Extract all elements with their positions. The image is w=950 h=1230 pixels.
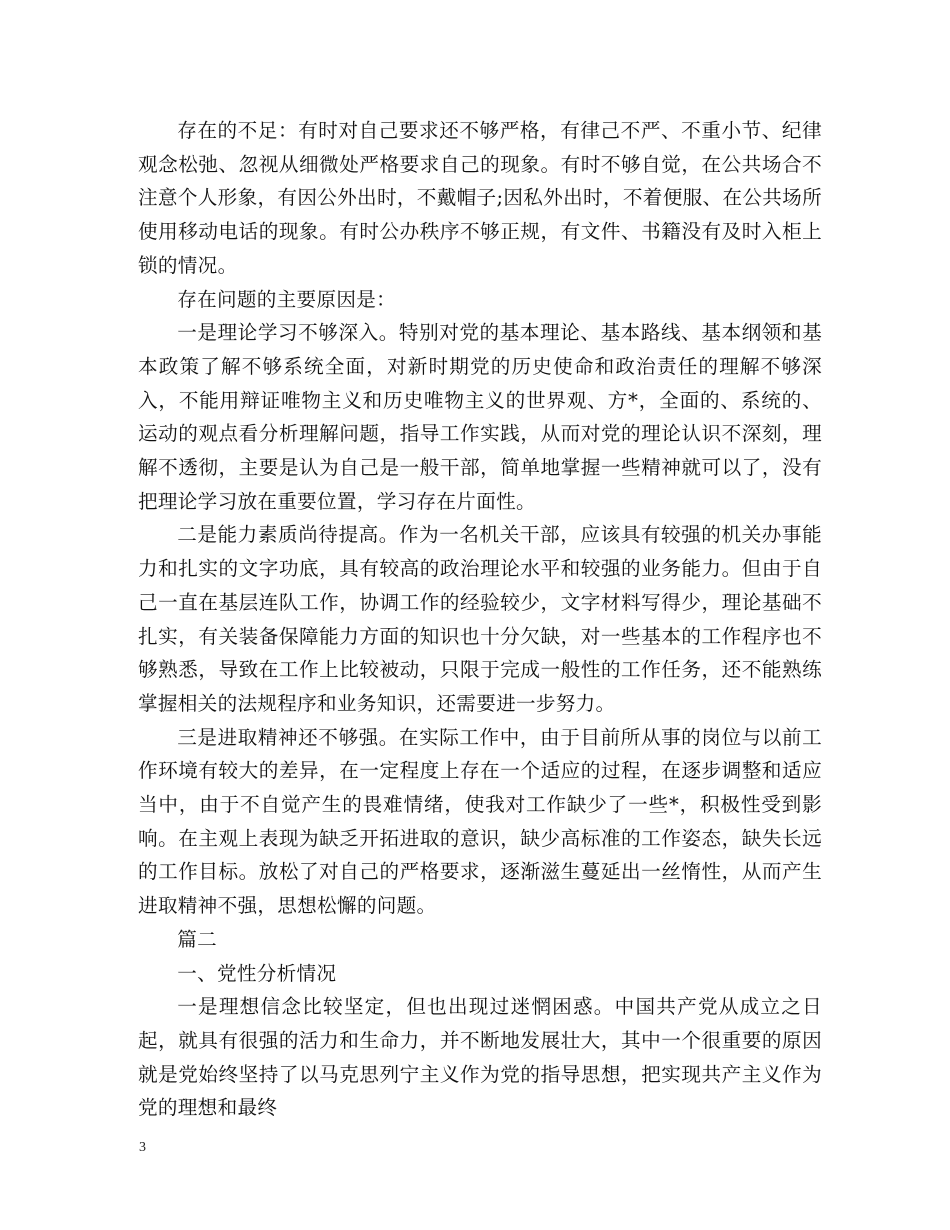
paragraph-reason-theory-study: 一是理论学习不够深入。特别对党的基本理论、基本路线、基本纲领和基本政策了解不够系统全面，对新时期党的历史使命和政治责任的理解不够深入，不能用辩证唯物主义和历史唯物主义的世界观、方*，全面的、系统的、运动的观点看分析理解问题，指导工作实践，从而对党的理论认识不深刻，理解不透彻，主要是认为自己是一般干部，简单地掌握一些精神就可以了，没有把理论学习放在重要位置，学习存在片面性。	[138, 321, 822, 513]
paragraph-reason-enterprise: 三是进取精神还不够强。在实际工作中，由于目前所从事的岗位与以前工作环境有较大的差异，在一定程度上存在一个适应的过程，在逐步调整和适应当中，由于不自觉产生的畏难情绪，使我对工作缺少了一些*，积极性受到影响。在主观上表现为缺乏开拓进取的意识，缺少高标准的工作姿态，缺失长远的工作目标。放松了对自己的严格要求，逐渐滋生蔓延出一丝惰性，从而产生进取精神不强，思想松懈的问题。	[138, 725, 822, 918]
document-body	[138, 114, 822, 1125]
page-number: 3	[139, 1140, 146, 1155]
paragraph-main-reasons-heading: 存在问题的主要原因是：	[177, 287, 397, 311]
paragraph-reason-ability: 二是能力素质尚待提高。作为一名机关干部，应该具有较强的机关办事能力和扎实的文字功底，具有较高的政治理论水平和较强的业务能力。但由于自己一直在基层连队工作，协调工作的经验较少，文字材料写得少，理论基础不扎实，有关装备保障能力方面的知识也十分欠缺，对一些基本的工作程序也不够熟悉，导致在工作上比较被动，只限于完成一般性的工作任务，还不能熟练掌握相关的法规程序和业务知识，还需要进一步努力。	[138, 523, 822, 715]
paragraph-shortcomings: 存在的不足：有时对自己要求还不够严格，有律己不严、不重小节、纪律观念松弛、忽视从细微处严格要求自己的现象。有时不够自觉，在公共场合不注意个人形象，有因公外出时，不戴帽子;因私外出时，不着便服、在公共场所使用移动电话的现象。有时公办秩序不够正规，有文件、书籍没有及时入柜上锁的情况。	[138, 119, 822, 277]
section-heading-part-two: 篇二	[177, 927, 217, 951]
section-heading-party-analysis: 一、党性分析情况	[177, 961, 337, 985]
paragraph-ideals-beliefs: 一是理想信念比较坚定，但也出现过迷惘困惑。中国共产党从成立之日起，就具有很强的活力和生命力，并不断地发展壮大，其中一个很重要的原因就是党始终坚持了以马克思列宁主义作为党的指导思想，把实现共产主义作为党的理想和最终	[138, 995, 822, 1120]
